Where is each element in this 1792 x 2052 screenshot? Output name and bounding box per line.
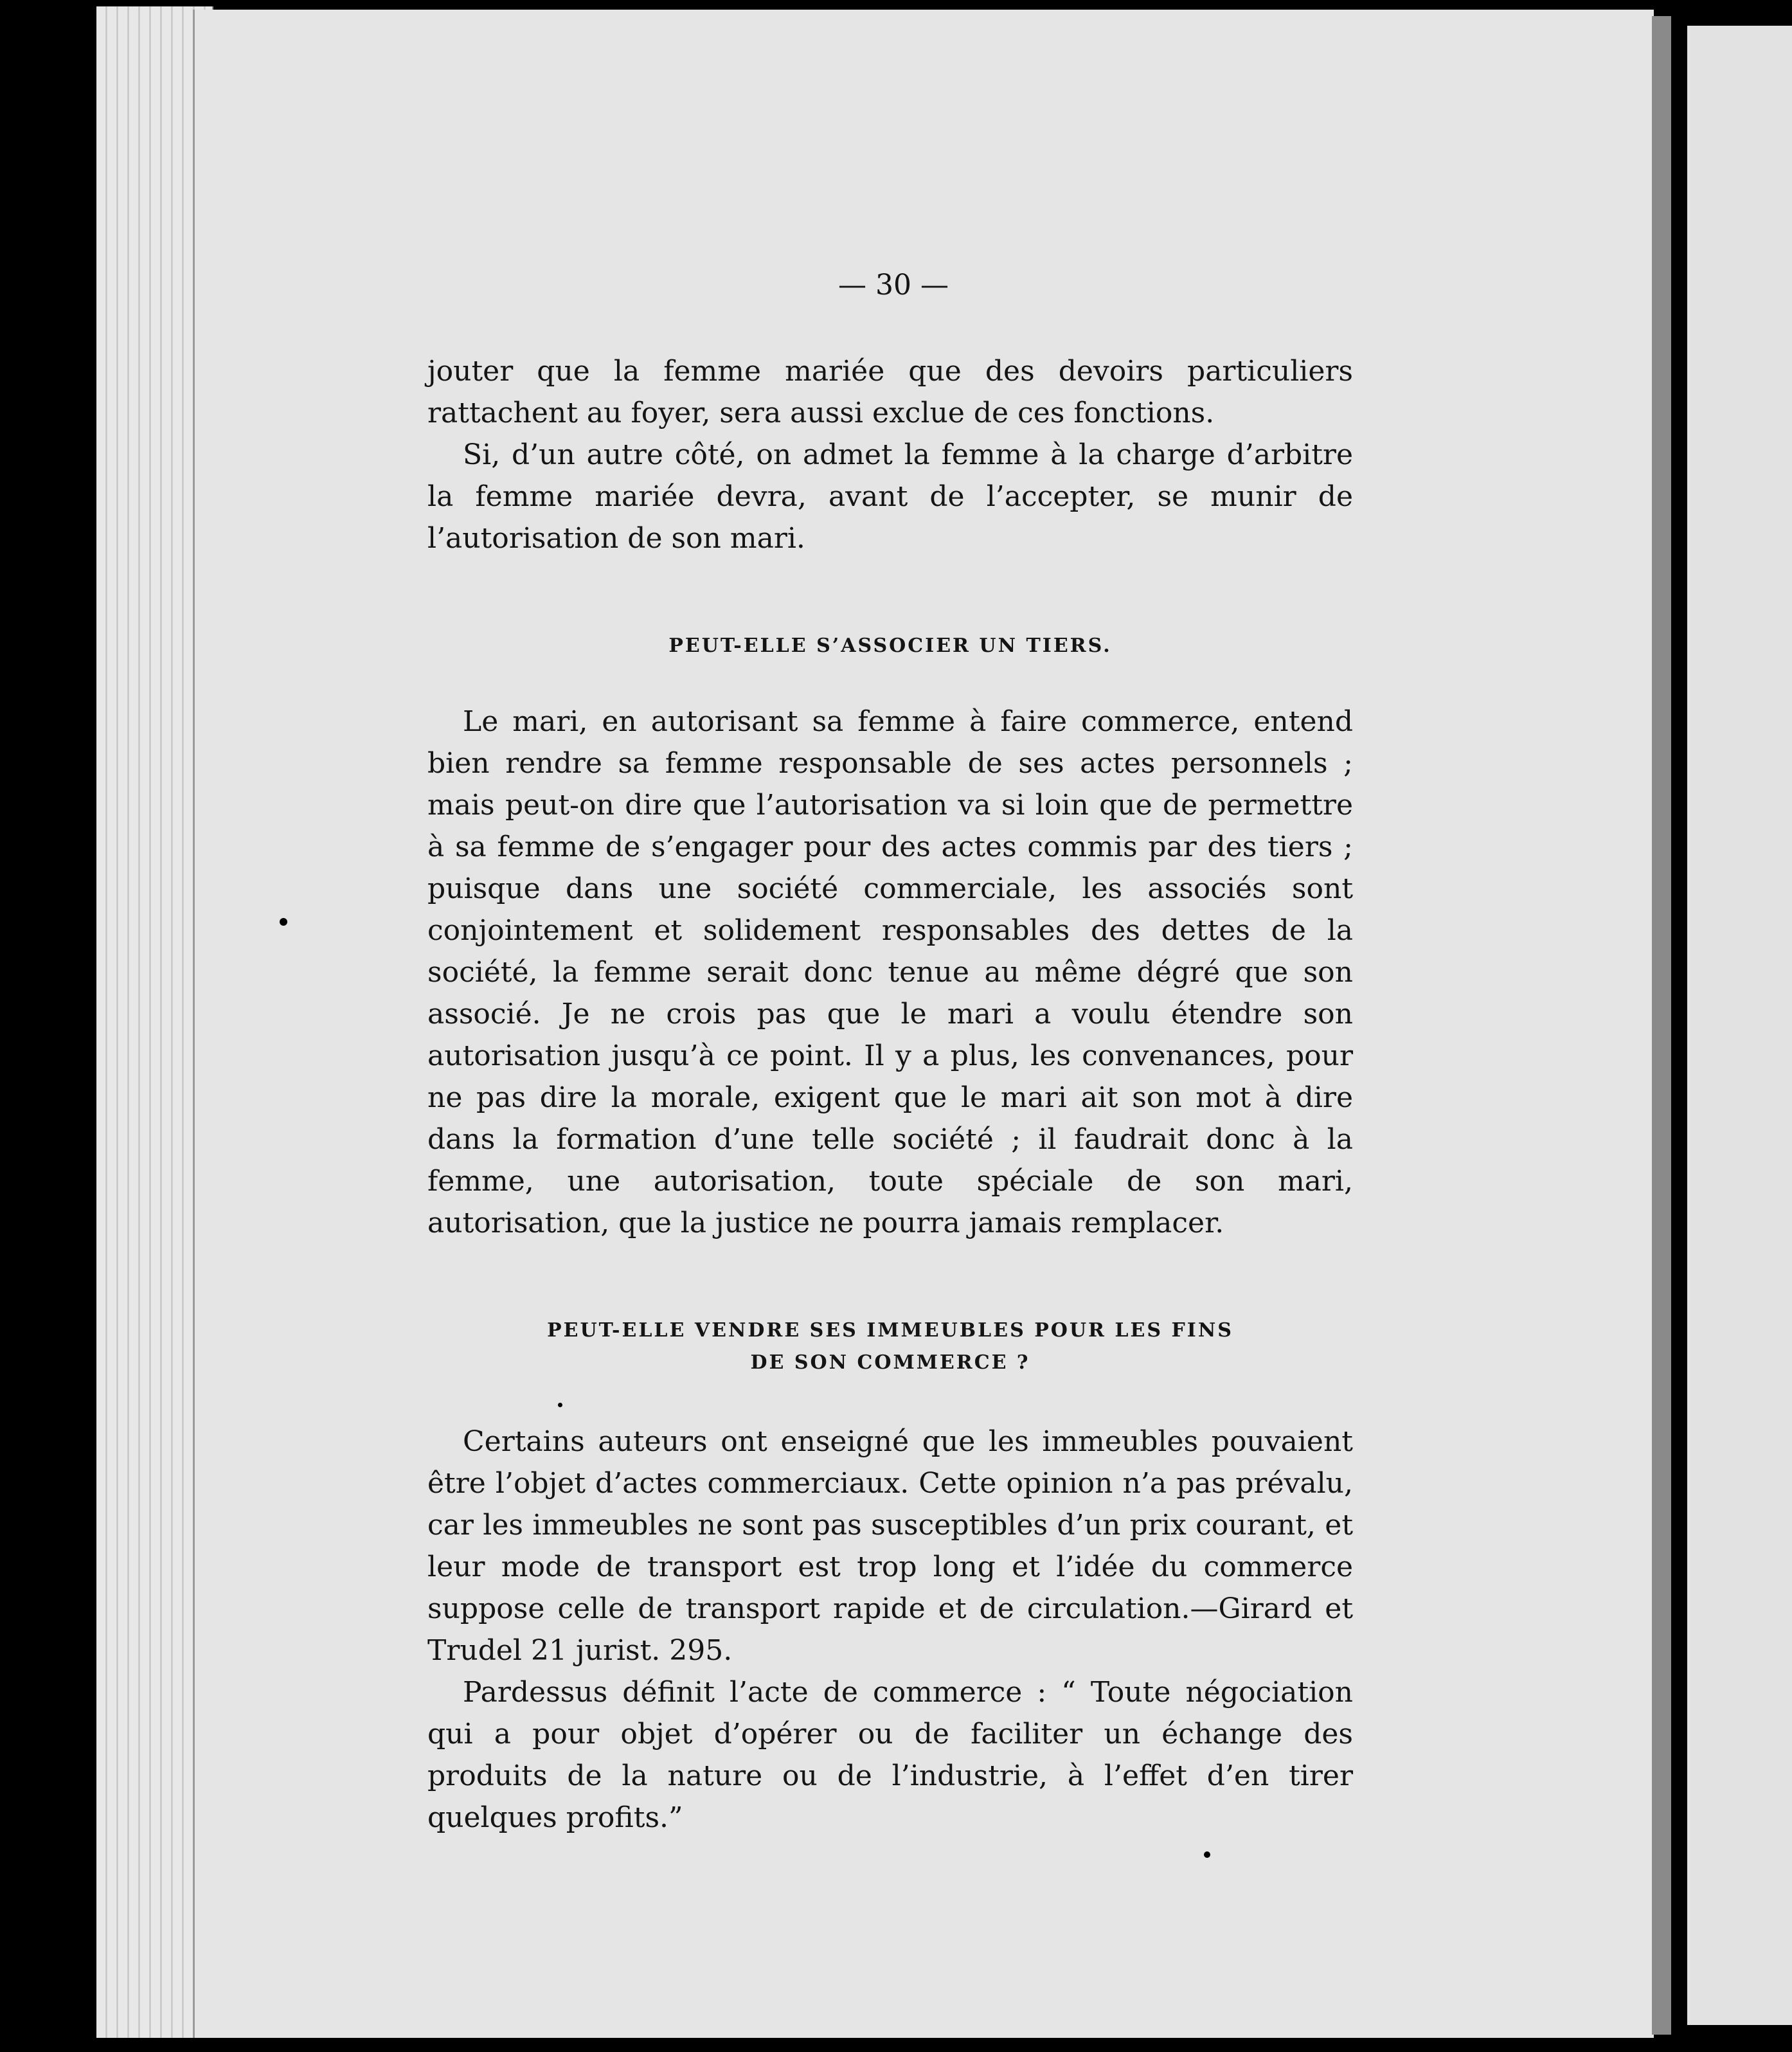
paragraph: Pardessus définit l’acte de commerce : “ Toute négociation qui a pour objet d’opérer ou de faciliter un échange des produits de la nature ou de l’industrie, à l’effet d’en tirer quelques profits.” [427, 1676, 1353, 1834]
heading-line: PEUT-ELLE S’ASSOCIER UN TIERS. [668, 634, 1112, 657]
heading-line: DE SON COMMERCE ? [750, 1351, 1030, 1374]
page-gutter [1671, 19, 1687, 2038]
paragraph-block-1 [427, 350, 1353, 559]
paragraph: Certains auteurs ont enseigné que les immeubles pouvaient être l’objet d’actes commerciaux. Cette opinion n’a pas prévalu, car les immeubles ne sont pas susceptibles d’un prix courant, et leur mode de transport est trop long et l’idée du commerce suppose celle de transport rapide et de circulation.—Girard et Trudel 21 jurist. 295. [427, 1425, 1353, 1667]
paragraph: Le mari, en autorisant sa femme à faire commerce, entend bien rendre sa femme responsable de ses actes personnels ; mais peut-on dire que l’autorisation va si loin que de permettre à sa femme de s’engager pour des actes commis par des tiers ; puisque dans une société commerciale, les associés sont conjointement et solidement responsables des dettes de la société, la femme serait donc tenue au même dégré que son associé. Je ne crois pas que le mari a voulu étendre son autorisation jusqu’à ce point. Il y a plus, les convenances, pour ne pas dire la morale, exigent que le mari ait son mot à dire dans la formation d’une telle société ; il faudrait donc à la femme, une autorisation, toute spéciale de son mari, autorisation, que la justice ne pourra jamais remplacer. [427, 705, 1353, 1239]
page-number: — 30 — [838, 269, 949, 302]
ink-speck [1204, 1851, 1210, 1858]
paragraph-block-2 [427, 701, 1353, 1244]
ink-speck [280, 918, 287, 926]
binding-edge [1652, 16, 1671, 2035]
paragraph-block-3 [427, 1421, 1353, 1839]
section-heading-2 [427, 1315, 1353, 1379]
paragraph: Si, d’un autre côté, on admet la femme à la charge d’arbitre la femme mariée devra, avant de l’accepter, se munir de l’autorisation de son mari. [427, 438, 1353, 555]
section-heading-1 [427, 630, 1353, 662]
heading-line: PEUT-ELLE VENDRE SES IMMEUBLES POUR LES FINS [547, 1319, 1233, 1342]
next-page-edge [1687, 26, 1792, 2025]
ink-speck [558, 1403, 562, 1407]
paragraph: jouter que la femme mariée que des devoirs particuliers rattachent au foyer, sera aussi exclue de ces fonctions. [427, 355, 1353, 429]
